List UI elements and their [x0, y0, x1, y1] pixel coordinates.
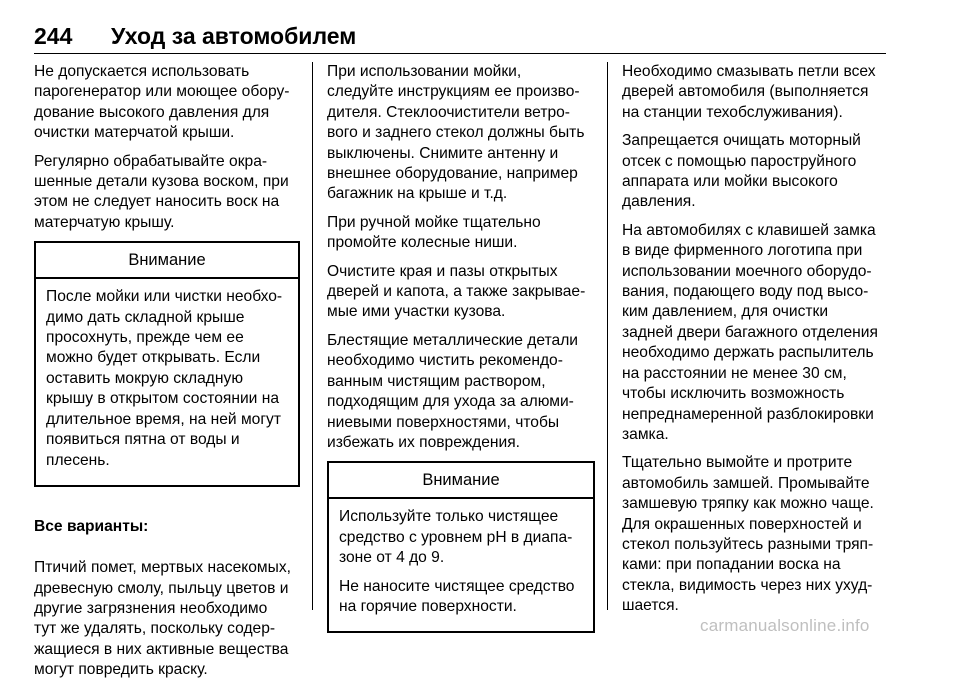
column-right: [622, 62, 888, 625]
paragraph-no-steam: Не допускается использовать парогенератор или моющее обору- дование высокого давления для очистки матерчатой крыши.: [34, 63, 290, 142]
paragraph-hinges: Необходимо смазывать петли всех дверей автомобиля (выполняется на станции техобслуживания).: [622, 63, 876, 121]
warning-box-roof: [34, 241, 300, 487]
warning-title: Внимание: [329, 463, 593, 499]
watermark: carmanualsonline.info: [700, 616, 870, 635]
page-number: 244: [34, 23, 73, 49]
warning-box-ph: [327, 461, 595, 633]
page-header: [34, 22, 886, 52]
paragraph-washer: При использовании мойки, следуйте инструкциям ее произво- дителя. Стеклоочистители ветро- вого и заднего стекол должны быть выключены. Снимите антенну и внешнее оборудование, например багажник на крыше и т.д.: [327, 63, 585, 203]
paragraph-logo-key: На автомобилях с клавишей замка в виде фирменного логотипа при использовании моечного оборудо- вания, подающего воду под высо- ким давлением, для очистки задней двери багажного отделения необходимо держать распылитель на расстоянии не менее 30 см, чтобы исключить возможность непреднамеренной разблокировки замка.: [622, 221, 878, 443]
warning-title: Внимание: [36, 243, 298, 279]
column-left: [34, 62, 300, 681]
column-middle: [327, 62, 595, 643]
warning-text-ph: Используйте только чистящее средство с уровнем pH в диапа- зоне от 4 до 9.: [339, 508, 573, 567]
page-title: Уход за автомобилем: [111, 23, 357, 49]
header-divider: [34, 53, 886, 54]
paragraph-wheel-arches: При ручной мойке тщательно промойте колесные ниши.: [327, 213, 541, 252]
paragraph-wax: Регулярно обрабатывайте окра- шенные детали кузова воском, при этом не следует наносить воск на матерчатую крышу.: [34, 152, 289, 231]
paragraph-metal-parts: Блестящие металлические детали необходимо чистить рекомендо- ванным чистящим раствором, подходящим для ухода за алюми- ниевыми поверхностями, чтобы избежать их повреждения.: [327, 331, 579, 451]
warning-text-hot: Не наносите чистящее средство на горячие поверхности.: [339, 577, 575, 615]
all-variants-label: Все варианты:: [34, 518, 149, 536]
paragraph-door-edges: Очистите края и пазы открытых дверей и капота, а также закрывае- мые ими участки кузова.: [327, 262, 586, 321]
warning-text: После мойки или чистки необхо- димо дать складной крыше просохнуть, прежде чем ее можно будет открывать. Если оставить мокрую складную крышу в открытом состоянии на длительное время, на ней могут появиться пятна от воды и плесень.: [46, 288, 283, 469]
paragraph-engine-bay: Запрещается очищать моторный отсек с помощью пароструйного аппарата или мойки высокого давления.: [622, 132, 861, 211]
column-divider-1: [312, 62, 313, 610]
paragraph-chamois: Тщательно вымойте и протрите автомобиль замшей. Промывайте замшевую тряпку как можно чаще. Для окрашенных поверхностей и стекол пользуйтесь разными тряп- ками: при попадании воска на стекла, видимость через них ухуд- шается.: [622, 454, 874, 615]
all-variants-text: Птичий помет, мертвых насекомых, древесную смолу, пыльцу цветов и другие загрязнения необходимо тут же удалять, поскольку содер- жащиеся в них активные вещества могут повредить краску.: [34, 559, 291, 679]
column-divider-2: [607, 62, 608, 610]
